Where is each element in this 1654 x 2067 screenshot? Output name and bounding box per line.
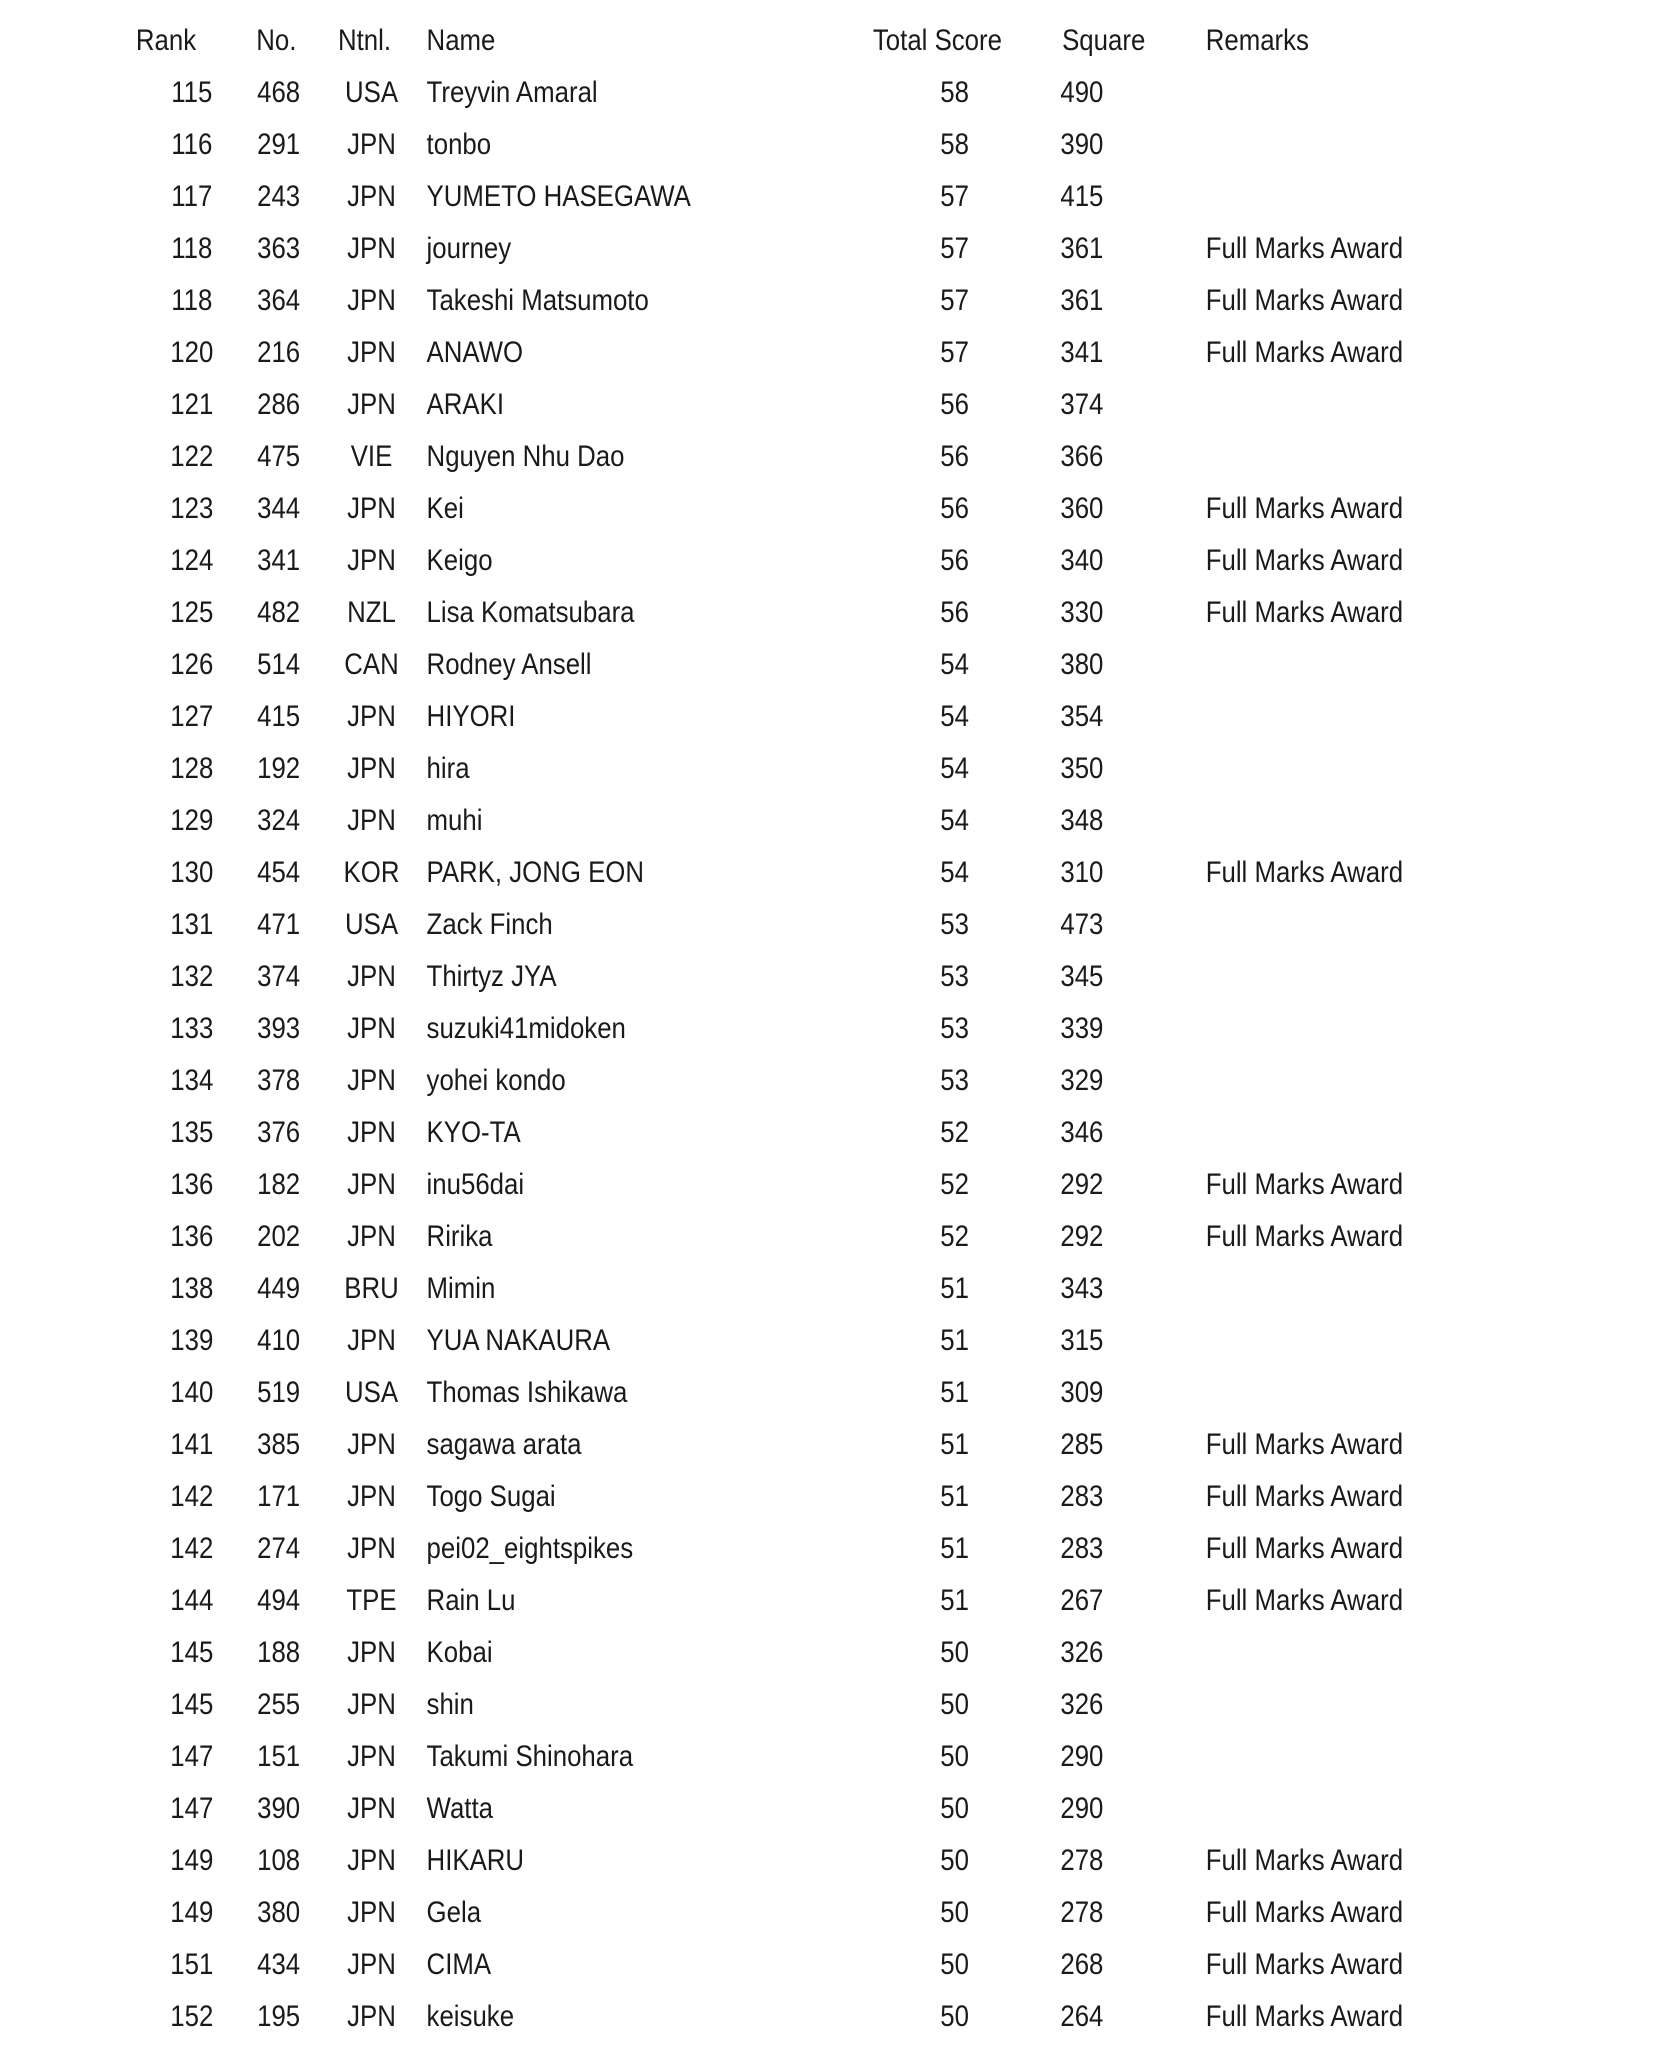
table-row [0, 899, 1422, 951]
cell-total-score: 57 [940, 232, 969, 265]
cell-total-score: 56 [940, 440, 969, 473]
cell-square: 348 [1060, 804, 1104, 837]
cell-total-score: 51 [940, 1584, 969, 1617]
cell-rank: 125 [170, 596, 214, 629]
table-row [0, 379, 1422, 431]
cell-name: Thirtyz JYA [426, 960, 557, 993]
cell-rank: 136 [170, 1168, 214, 1201]
table-row [0, 1159, 1422, 1211]
cell-rank: 142 [170, 1532, 214, 1565]
cell-total-score: 57 [940, 180, 969, 213]
table-row [0, 327, 1422, 379]
cell-name: ARAKI [426, 388, 504, 421]
cell-square: 283 [1060, 1480, 1104, 1513]
cell-total-score: 53 [940, 1064, 969, 1097]
cell-square: 340 [1060, 544, 1104, 577]
cell-no: 374 [257, 960, 301, 993]
cell-name: Rain Lu [426, 1584, 516, 1617]
cell-name: Takeshi Matsumoto [426, 284, 649, 317]
table-row [0, 1055, 1422, 1107]
cell-ntnl: JPN [347, 1844, 396, 1877]
cell-no: 393 [257, 1012, 301, 1045]
cell-name: journey [426, 232, 512, 265]
table-row [0, 275, 1422, 327]
cell-no: 192 [257, 752, 301, 785]
cell-no: 494 [257, 1584, 301, 1617]
cell-name: shin [426, 1688, 474, 1721]
cell-total-score: 51 [940, 1376, 969, 1409]
cell-total-score: 54 [940, 752, 969, 785]
cell-total-score: 50 [940, 1792, 969, 1825]
cell-ntnl: JPN [347, 1740, 396, 1773]
cell-name: Kobai [426, 1636, 493, 1669]
cell-square: 361 [1060, 232, 1104, 265]
cell-remarks: Full Marks Award [1205, 336, 1404, 369]
cell-total-score: 56 [940, 596, 969, 629]
cell-ntnl: JPN [347, 752, 396, 785]
cell-ntnl: JPN [347, 1012, 396, 1045]
table-row [0, 1107, 1422, 1159]
header-rank: Rank [135, 24, 197, 57]
table-row [0, 1679, 1422, 1731]
cell-rank: 116 [171, 128, 213, 161]
cell-square: 345 [1060, 960, 1104, 993]
cell-rank: 134 [170, 1064, 214, 1097]
cell-ntnl: JPN [347, 1428, 396, 1461]
cell-total-score: 51 [940, 1480, 969, 1513]
cell-rank: 131 [170, 908, 214, 941]
cell-square: 339 [1060, 1012, 1104, 1045]
cell-ntnl: KOR [343, 856, 400, 889]
table-row [0, 1627, 1422, 1679]
cell-name: Mimin [426, 1272, 496, 1305]
cell-name: keisuke [426, 2000, 515, 2033]
header-total-score: Total Score [872, 24, 1002, 57]
cell-ntnl: JPN [347, 180, 396, 213]
cell-no: 410 [257, 1324, 301, 1357]
cell-total-score: 54 [940, 804, 969, 837]
cell-total-score: 50 [940, 1636, 969, 1669]
cell-rank: 142 [170, 1480, 214, 1513]
cell-no: 188 [257, 1636, 301, 1669]
table-row [0, 587, 1422, 639]
header-no: No. [256, 24, 297, 57]
cell-square: 267 [1060, 1584, 1104, 1617]
cell-remarks: Full Marks Award [1205, 544, 1404, 577]
table-header [0, 15, 1422, 67]
cell-total-score: 53 [940, 960, 969, 993]
table-row [0, 431, 1422, 483]
cell-remarks: Full Marks Award [1205, 1220, 1404, 1253]
cell-ntnl: NZL [347, 596, 396, 629]
table-row [0, 1887, 1422, 1939]
cell-no: 468 [257, 76, 301, 109]
cell-rank: 149 [170, 1844, 214, 1877]
table-row [0, 1211, 1422, 1263]
cell-total-score: 56 [940, 388, 969, 421]
cell-square: 278 [1060, 1896, 1104, 1929]
cell-remarks: Full Marks Award [1205, 596, 1404, 629]
cell-name: Togo Sugai [426, 1480, 556, 1513]
cell-name: pei02_eightspikes [426, 1532, 634, 1565]
cell-total-score: 53 [940, 908, 969, 941]
header-remarks: Remarks [1205, 24, 1309, 57]
table-row [0, 1991, 1422, 2043]
cell-no: 216 [257, 336, 301, 369]
cell-ntnl: JPN [347, 1168, 396, 1201]
cell-square: 326 [1060, 1636, 1104, 1669]
cell-total-score: 50 [940, 1948, 969, 1981]
cell-name: HIYORI [426, 700, 516, 733]
cell-name: KYO-TA [426, 1116, 521, 1149]
cell-rank: 149 [170, 1896, 214, 1929]
cell-remarks: Full Marks Award [1205, 1480, 1404, 1513]
cell-ntnl: USA [344, 908, 399, 941]
cell-ntnl: JPN [347, 1480, 396, 1513]
cell-ntnl: JPN [347, 960, 396, 993]
cell-no: 376 [257, 1116, 301, 1149]
cell-total-score: 52 [940, 1116, 969, 1149]
cell-name: muhi [426, 804, 483, 837]
cell-rank: 141 [170, 1428, 214, 1461]
cell-no: 482 [257, 596, 301, 629]
cell-rank: 132 [170, 960, 214, 993]
cell-total-score: 51 [940, 1324, 969, 1357]
cell-square: 341 [1060, 336, 1104, 369]
cell-name: Ririka [426, 1220, 493, 1253]
table-row [0, 67, 1422, 119]
cell-square: 490 [1060, 76, 1104, 109]
cell-no: 255 [257, 1688, 301, 1721]
cell-name: yohei kondo [426, 1064, 566, 1097]
cell-remarks: Full Marks Award [1205, 1168, 1404, 1201]
cell-ntnl: JPN [347, 1324, 396, 1357]
cell-rank: 151 [170, 1948, 214, 1981]
cell-ntnl: JPN [347, 544, 396, 577]
cell-no: 514 [257, 648, 301, 681]
cell-name: Rodney Ansell [426, 648, 592, 681]
cell-total-score: 57 [940, 336, 969, 369]
cell-name: Takumi Shinohara [426, 1740, 634, 1773]
table-row [0, 1315, 1422, 1367]
cell-ntnl: JPN [347, 388, 396, 421]
cell-square: 354 [1060, 700, 1104, 733]
cell-total-score: 51 [940, 1428, 969, 1461]
cell-ntnl: JPN [347, 1792, 396, 1825]
table-row [0, 1835, 1422, 1887]
table-row [0, 1003, 1422, 1055]
cell-square: 315 [1060, 1324, 1104, 1357]
table-row [0, 1575, 1422, 1627]
table-row [0, 223, 1422, 275]
table-row [0, 1523, 1422, 1575]
cell-remarks: Full Marks Award [1205, 1844, 1404, 1877]
table-row [0, 795, 1422, 847]
cell-name: YUMETO HASEGAWA [426, 180, 691, 213]
cell-square: 292 [1060, 1168, 1104, 1201]
cell-square: 343 [1060, 1272, 1104, 1305]
cell-total-score: 58 [940, 76, 969, 109]
cell-rank: 130 [170, 856, 214, 889]
cell-ntnl: JPN [347, 1636, 396, 1669]
cell-square: 278 [1060, 1844, 1104, 1877]
cell-square: 285 [1060, 1428, 1104, 1461]
cell-ntnl: JPN [347, 336, 396, 369]
cell-ntnl: USA [344, 1376, 399, 1409]
cell-no: 378 [257, 1064, 301, 1097]
cell-total-score: 54 [940, 648, 969, 681]
cell-no: 243 [257, 180, 301, 213]
cell-ntnl: JPN [347, 1948, 396, 1981]
cell-total-score: 58 [940, 128, 969, 161]
cell-no: 449 [257, 1272, 301, 1305]
cell-ntnl: BRU [344, 1272, 399, 1305]
cell-no: 274 [257, 1532, 301, 1565]
cell-square: 310 [1060, 856, 1104, 889]
cell-ntnl: JPN [347, 1896, 396, 1929]
cell-no: 434 [257, 1948, 301, 1981]
cell-total-score: 52 [940, 1168, 969, 1201]
cell-name: Treyvin Amaral [426, 76, 598, 109]
cell-ntnl: JPN [347, 700, 396, 733]
cell-no: 364 [257, 284, 301, 317]
table-row [0, 119, 1422, 171]
table-row [0, 639, 1422, 691]
cell-square: 290 [1060, 1740, 1104, 1773]
cell-ntnl: TPE [346, 1584, 397, 1617]
cell-total-score: 53 [940, 1012, 969, 1045]
header-ntnl: Ntnl. [337, 24, 392, 57]
cell-square: 361 [1060, 284, 1104, 317]
cell-rank: 140 [170, 1376, 214, 1409]
cell-no: 151 [257, 1740, 301, 1773]
cell-rank: 117 [171, 180, 213, 213]
cell-square: 374 [1060, 388, 1104, 421]
cell-square: 264 [1060, 2000, 1104, 2033]
cell-no: 475 [257, 440, 301, 473]
cell-no: 195 [257, 2000, 301, 2033]
cell-square: 290 [1060, 1792, 1104, 1825]
cell-rank: 127 [170, 700, 214, 733]
cell-rank: 147 [170, 1792, 214, 1825]
cell-rank: 139 [170, 1324, 214, 1357]
cell-name: ANAWO [426, 336, 524, 369]
table-row [0, 847, 1422, 899]
cell-no: 182 [257, 1168, 301, 1201]
cell-name: Kei [426, 492, 464, 525]
cell-remarks: Full Marks Award [1205, 856, 1404, 889]
cell-square: 292 [1060, 1220, 1104, 1253]
cell-rank: 128 [170, 752, 214, 785]
cell-no: 108 [257, 1844, 301, 1877]
cell-remarks: Full Marks Award [1205, 232, 1404, 265]
table-row [0, 1939, 1422, 1991]
cell-square: 473 [1060, 908, 1104, 941]
cell-no: 415 [257, 700, 301, 733]
cell-square: 268 [1060, 1948, 1104, 1981]
cell-rank: 145 [170, 1688, 214, 1721]
cell-rank: 126 [170, 648, 214, 681]
cell-total-score: 51 [940, 1532, 969, 1565]
table-row [0, 691, 1422, 743]
cell-remarks: Full Marks Award [1205, 1428, 1404, 1461]
cell-square: 415 [1060, 180, 1104, 213]
cell-name: HIKARU [426, 1844, 525, 1877]
cell-ntnl: JPN [347, 284, 396, 317]
cell-name: Zack Finch [426, 908, 553, 941]
cell-square: 309 [1060, 1376, 1104, 1409]
cell-rank: 122 [170, 440, 214, 473]
cell-rank: 152 [170, 2000, 214, 2033]
cell-square: 329 [1060, 1064, 1104, 1097]
cell-ntnl: JPN [347, 1220, 396, 1253]
cell-ntnl: USA [344, 76, 399, 109]
cell-name: CIMA [426, 1948, 492, 1981]
cell-ntnl: JPN [347, 1116, 396, 1149]
table-row [0, 483, 1422, 535]
cell-square: 350 [1060, 752, 1104, 785]
cell-rank: 133 [170, 1012, 214, 1045]
cell-name: hira [426, 752, 470, 785]
table-row [0, 743, 1422, 795]
cell-square: 326 [1060, 1688, 1104, 1721]
header-name: Name [426, 24, 496, 57]
cell-remarks: Full Marks Award [1205, 1584, 1404, 1617]
cell-rank: 138 [170, 1272, 214, 1305]
cell-no: 471 [257, 908, 301, 941]
cell-total-score: 50 [940, 1688, 969, 1721]
cell-square: 380 [1060, 648, 1104, 681]
cell-ntnl: JPN [347, 804, 396, 837]
cell-no: 454 [257, 856, 301, 889]
cell-name: sagawa arata [426, 1428, 582, 1461]
cell-name: PARK, JONG EON [426, 856, 644, 889]
cell-remarks: Full Marks Award [1205, 1896, 1404, 1929]
cell-ntnl: JPN [347, 232, 396, 265]
cell-no: 380 [257, 1896, 301, 1929]
cell-no: 385 [257, 1428, 301, 1461]
cell-no: 519 [257, 1376, 301, 1409]
table-row [0, 1419, 1422, 1471]
table-row [0, 1263, 1422, 1315]
cell-name: YUA NAKAURA [426, 1324, 611, 1357]
cell-name: tonbo [426, 128, 492, 161]
cell-remarks: Full Marks Award [1205, 492, 1404, 525]
cell-total-score: 56 [940, 544, 969, 577]
cell-no: 286 [257, 388, 301, 421]
cell-ntnl: JPN [347, 492, 396, 525]
cell-total-score: 54 [940, 700, 969, 733]
cell-rank: 144 [170, 1584, 214, 1617]
cell-ntnl: JPN [347, 1064, 396, 1097]
cell-remarks: Full Marks Award [1205, 1532, 1404, 1565]
cell-remarks: Full Marks Award [1205, 2000, 1404, 2033]
cell-no: 291 [257, 128, 301, 161]
table-row [0, 1783, 1422, 1835]
cell-rank: 135 [170, 1116, 214, 1149]
cell-rank: 118 [171, 284, 213, 317]
cell-rank: 145 [170, 1636, 214, 1669]
cell-square: 390 [1060, 128, 1104, 161]
cell-no: 171 [257, 1480, 301, 1513]
table-row [0, 1367, 1422, 1419]
cell-no: 344 [257, 492, 301, 525]
cell-ntnl: JPN [347, 1688, 396, 1721]
cell-rank: 136 [170, 1220, 214, 1253]
cell-total-score: 50 [940, 1896, 969, 1929]
cell-square: 346 [1060, 1116, 1104, 1149]
cell-total-score: 54 [940, 856, 969, 889]
cell-square: 283 [1060, 1532, 1104, 1565]
cell-ntnl: JPN [347, 128, 396, 161]
cell-square: 360 [1060, 492, 1104, 525]
cell-total-score: 52 [940, 1220, 969, 1253]
table-row [0, 535, 1422, 587]
cell-name: Watta [426, 1792, 493, 1825]
cell-total-score: 50 [940, 1844, 969, 1877]
cell-ntnl: JPN [347, 2000, 396, 2033]
cell-no: 363 [257, 232, 301, 265]
cell-ntnl: JPN [347, 1532, 396, 1565]
cell-ntnl: CAN [344, 648, 399, 681]
cell-name: Nguyen Nhu Dao [426, 440, 625, 473]
cell-name: Keigo [426, 544, 493, 577]
table-row [0, 1731, 1422, 1783]
cell-no: 202 [257, 1220, 301, 1253]
cell-name: Lisa Komatsubara [426, 596, 635, 629]
table-row [0, 951, 1422, 1003]
cell-name: Gela [426, 1896, 482, 1929]
cell-rank: 147 [170, 1740, 214, 1773]
cell-rank: 129 [170, 804, 214, 837]
cell-rank: 118 [171, 232, 213, 265]
cell-rank: 115 [171, 76, 213, 109]
cell-rank: 124 [170, 544, 214, 577]
cell-square: 330 [1060, 596, 1104, 629]
cell-square: 366 [1060, 440, 1104, 473]
cell-rank: 121 [170, 388, 214, 421]
cell-no: 341 [257, 544, 301, 577]
cell-no: 324 [257, 804, 301, 837]
cell-no: 390 [257, 1792, 301, 1825]
cell-total-score: 51 [940, 1272, 969, 1305]
header-square: Square [1062, 24, 1146, 57]
cell-name: Thomas Ishikawa [426, 1376, 628, 1409]
cell-rank: 120 [170, 336, 214, 369]
table-row [0, 1471, 1422, 1523]
cell-name: inu56dai [426, 1168, 525, 1201]
cell-total-score: 57 [940, 284, 969, 317]
cell-ntnl: VIE [350, 440, 393, 473]
cell-total-score: 50 [940, 2000, 969, 2033]
cell-name: suzuki41midoken [426, 1012, 626, 1045]
cell-total-score: 50 [940, 1740, 969, 1773]
cell-remarks: Full Marks Award [1205, 284, 1404, 317]
cell-total-score: 56 [940, 492, 969, 525]
table-row [0, 171, 1422, 223]
cell-rank: 123 [170, 492, 214, 525]
cell-remarks: Full Marks Award [1205, 1948, 1404, 1981]
